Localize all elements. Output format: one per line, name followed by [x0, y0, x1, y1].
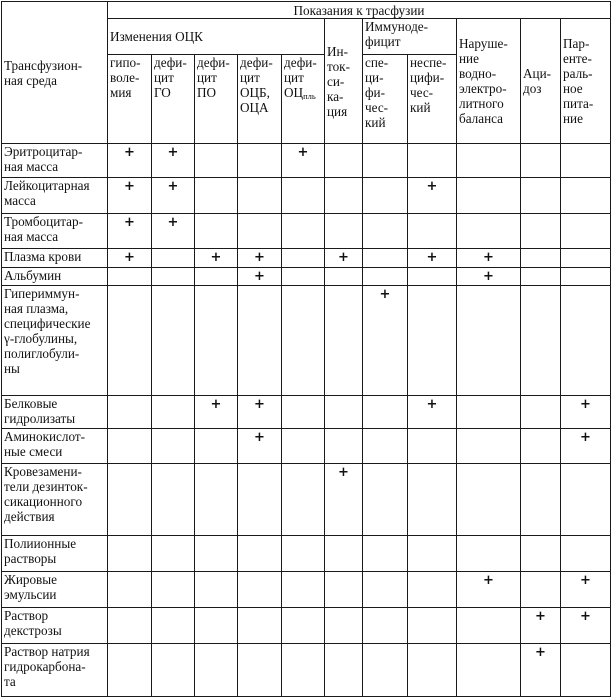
- header-line: водно-: [459, 66, 497, 81]
- cell-water_electrolyte: [457, 249, 521, 268]
- header-line: ОЦА: [240, 100, 269, 115]
- cell-nonspecific: [408, 214, 457, 249]
- plus-mark: +: [379, 287, 391, 302]
- row-name: [2, 572, 108, 608]
- header-line: дефи-: [154, 55, 187, 70]
- header-group-ock: Изменения ОЦК: [108, 19, 325, 55]
- cell-water_electrolyte: [457, 268, 521, 286]
- plus-mark: +: [124, 250, 135, 265]
- row-name-line: сикационного: [4, 494, 83, 509]
- cell-deficit_po: [195, 608, 238, 644]
- header-line: ОЦБ,: [240, 85, 270, 100]
- cell-intoxication: [325, 572, 363, 608]
- cell-specific: [363, 608, 408, 644]
- plus-mark: +: [254, 269, 265, 284]
- header-line: воле-: [110, 70, 140, 85]
- cell-intoxication: [325, 644, 363, 697]
- header-line: кий: [365, 115, 386, 130]
- header-hypovolemia: [108, 55, 152, 144]
- cell-hypovolemia: [108, 464, 152, 536]
- row-name: [2, 396, 108, 429]
- table-row: [2, 429, 611, 464]
- table-row: [2, 268, 611, 286]
- plus-mark: +: [483, 250, 494, 265]
- cell-deficit_go: [152, 144, 195, 178]
- plus-mark: +: [483, 269, 494, 284]
- cell-deficit_ocb: [238, 286, 282, 396]
- cell-water_electrolyte: [457, 572, 521, 608]
- cell-deficit_po: [195, 214, 238, 249]
- cell-parenteral: [561, 214, 611, 249]
- row-name-line: Альбумин: [4, 268, 62, 283]
- cell-specific: [363, 396, 408, 429]
- cell-deficit_ocpl: [282, 464, 325, 536]
- cell-parenteral: [561, 249, 611, 268]
- header-nonspecific: [408, 55, 457, 144]
- plus-mark: +: [580, 609, 591, 624]
- row-name-line: тели дезинток-: [4, 479, 88, 494]
- header-acidosis: [521, 19, 561, 144]
- cell-deficit_ocpl: [282, 396, 325, 429]
- header-line: Аци-: [523, 66, 552, 81]
- header-line: ток-: [327, 58, 350, 74]
- header-line: ПО: [197, 85, 217, 100]
- cell-specific: [363, 572, 408, 608]
- cell-hypovolemia: [108, 214, 152, 249]
- header-line: ци-: [365, 70, 384, 85]
- plus-mark: +: [580, 397, 591, 412]
- cell-intoxication: [325, 396, 363, 429]
- cell-specific: [363, 144, 408, 178]
- cell-acidosis: [521, 572, 561, 608]
- header-line: енте-: [563, 51, 592, 66]
- cell-deficit_go: [152, 464, 195, 536]
- header-line: Наруше-: [459, 36, 508, 51]
- header-line: ние: [563, 111, 583, 126]
- header-line: кий: [410, 100, 431, 115]
- plus-mark: +: [580, 573, 591, 588]
- header-line: цифи-: [410, 70, 445, 85]
- cell-hypovolemia: [108, 536, 152, 572]
- cell-hypovolemia: [108, 608, 152, 644]
- row-name: [2, 429, 108, 464]
- row-name-line: ная масса: [4, 229, 59, 244]
- cell-parenteral: [561, 268, 611, 286]
- table-row: [2, 249, 611, 268]
- row-name: [2, 464, 108, 536]
- cell-deficit_po: [195, 178, 238, 214]
- cell-nonspecific: [408, 644, 457, 697]
- cell-parenteral: [561, 572, 611, 608]
- cell-specific: [363, 268, 408, 286]
- plus-mark: +: [167, 145, 179, 160]
- cell-deficit_po: [195, 464, 238, 536]
- cell-parenteral: [561, 644, 611, 697]
- cell-water_electrolyte: [457, 144, 521, 178]
- header-deficit-ocb: [238, 55, 282, 144]
- table-row: [2, 464, 611, 536]
- cell-specific: [363, 214, 408, 249]
- cell-deficit_ocb: [238, 214, 282, 249]
- row-name-line: гидрокарбона-: [4, 659, 86, 674]
- cell-intoxication: [325, 286, 363, 396]
- cell-water_electrolyte: [457, 608, 521, 644]
- cell-deficit_ocpl: [282, 644, 325, 697]
- cell-water_electrolyte: [457, 178, 521, 214]
- row-name-line: гидролизаты: [4, 411, 76, 426]
- cell-hypovolemia: [108, 286, 152, 396]
- cell-intoxication: [325, 178, 363, 214]
- header-line: Иммуноде-: [365, 19, 429, 34]
- plus-mark: +: [254, 430, 265, 445]
- cell-deficit_go: [152, 572, 195, 608]
- cell-deficit_po: [195, 429, 238, 464]
- row-name-line: ная плазма,: [4, 301, 69, 316]
- plus-mark: +: [167, 179, 179, 194]
- cell-deficit_ocb: [238, 178, 282, 214]
- cell-deficit_ocpl: [282, 536, 325, 572]
- plus-mark: +: [338, 465, 349, 480]
- cell-hypovolemia: [108, 572, 152, 608]
- cell-intoxication: [325, 249, 363, 268]
- row-name-line: Раствор натрия: [4, 644, 90, 659]
- cell-deficit_go: [152, 178, 195, 214]
- row-name-line: γ-глобулины,: [4, 331, 78, 346]
- header-specific: [363, 55, 408, 144]
- row-name-line: специфические: [4, 316, 91, 331]
- row-name: [2, 608, 108, 644]
- row-name: [2, 286, 108, 396]
- cell-intoxication: [325, 144, 363, 178]
- table-row: [2, 644, 611, 697]
- cell-deficit_go: [152, 249, 195, 268]
- cell-parenteral: [561, 286, 611, 396]
- cell-acidosis: [521, 249, 561, 268]
- header-title: Показания к трасфузии: [108, 2, 611, 19]
- cell-deficit_ocb: [238, 268, 282, 286]
- cell-deficit_ocb: [238, 396, 282, 429]
- header-transfusion-medium: [2, 2, 108, 144]
- cell-hypovolemia: [108, 396, 152, 429]
- header-line: спе-: [365, 55, 389, 70]
- cell-parenteral: [561, 144, 611, 178]
- header-water-electrolyte: [457, 19, 521, 144]
- header-line: Трансфузион-: [4, 57, 83, 73]
- cell-hypovolemia: [108, 429, 152, 464]
- row-name-line: эмульсии: [4, 587, 57, 602]
- cell-deficit_ocpl: [282, 144, 325, 178]
- plus-mark: +: [124, 145, 135, 160]
- header-deficit-po: [195, 55, 238, 144]
- cell-nonspecific: [408, 178, 457, 214]
- cell-deficit_ocb: [238, 644, 282, 697]
- plus-mark: +: [338, 250, 349, 265]
- header-deficit-go: [152, 55, 195, 144]
- cell-deficit_po: [195, 268, 238, 286]
- cell-specific: [363, 464, 408, 536]
- header-line: ка-: [327, 88, 344, 104]
- header-line: ное: [563, 81, 583, 96]
- row-name: [2, 178, 108, 214]
- cell-deficit_ocb: [238, 572, 282, 608]
- plus-mark: +: [535, 609, 546, 624]
- ocpl-subscript: пль: [303, 91, 316, 101]
- cell-specific: [363, 644, 408, 697]
- header-line: ние: [459, 51, 479, 66]
- cell-acidosis: [521, 429, 561, 464]
- cell-nonspecific: [408, 536, 457, 572]
- header-line: ГО: [154, 85, 171, 100]
- row-name-line: ная масса: [4, 159, 59, 174]
- row-name-line: действия: [4, 509, 55, 524]
- row-name: [2, 268, 108, 286]
- cell-acidosis: [521, 644, 561, 697]
- row-name-line: ны: [4, 361, 20, 376]
- row-name: [2, 214, 108, 249]
- header-line: дефи-: [197, 55, 230, 70]
- header-parenteral: [561, 19, 611, 144]
- header-line: баланса: [459, 111, 504, 126]
- cell-deficit_go: [152, 214, 195, 249]
- cell-acidosis: [521, 178, 561, 214]
- table-row: [2, 608, 611, 644]
- cell-deficit_ocb: [238, 536, 282, 572]
- cell-deficit_ocpl: [282, 608, 325, 644]
- cell-hypovolemia: [108, 144, 152, 178]
- plus-mark: +: [210, 397, 222, 412]
- table-row: [2, 536, 611, 572]
- header-intoxication: [325, 19, 363, 144]
- cell-parenteral: [561, 536, 611, 572]
- row-name-line: Белковые: [4, 396, 58, 411]
- header-line: гипо-: [110, 55, 141, 70]
- cell-deficit_po: [195, 536, 238, 572]
- row-name-line: Аминокислот-: [4, 429, 86, 444]
- plus-mark: +: [254, 397, 265, 412]
- cell-hypovolemia: [108, 178, 152, 214]
- cell-hypovolemia: [108, 644, 152, 697]
- header-line: [284, 85, 322, 100]
- cell-specific: [363, 536, 408, 572]
- plus-mark: +: [483, 573, 494, 588]
- cell-intoxication: [325, 429, 363, 464]
- header-line: чес-: [365, 100, 389, 115]
- plus-mark: +: [297, 145, 309, 160]
- cell-parenteral: [561, 608, 611, 644]
- cell-nonspecific: [408, 249, 457, 268]
- cell-intoxication: [325, 214, 363, 249]
- cell-deficit_ocpl: [282, 249, 325, 268]
- header-line: цит: [154, 70, 174, 85]
- header-line: Пар-: [563, 36, 590, 51]
- cell-deficit_go: [152, 608, 195, 644]
- cell-deficit_po: [195, 249, 238, 268]
- table-row: [2, 144, 611, 178]
- cell-deficit_go: [152, 644, 195, 697]
- header-line: си-: [327, 73, 345, 89]
- table-row: [2, 178, 611, 214]
- row-name-line: растворы: [4, 551, 57, 566]
- row-name: [2, 644, 108, 697]
- row-name-line: декстрозы: [4, 623, 62, 638]
- cell-nonspecific: [408, 144, 457, 178]
- cell-acidosis: [521, 144, 561, 178]
- header-line: мия: [110, 85, 132, 100]
- header-line: фи-: [365, 85, 385, 100]
- row-name-line: Эритроцитар-: [4, 144, 83, 159]
- header-line: фицит: [365, 34, 401, 49]
- header-line: дефи-: [240, 55, 273, 70]
- row-name-line: Жировые: [4, 572, 58, 587]
- header-line: Ин-: [327, 43, 348, 59]
- cell-acidosis: [521, 286, 561, 396]
- cell-deficit_ocb: [238, 144, 282, 178]
- header-group-immunodeficit: [363, 19, 457, 55]
- cell-deficit_ocb: [238, 249, 282, 268]
- table-row: [2, 396, 611, 429]
- cell-water_electrolyte: [457, 464, 521, 536]
- cell-deficit_ocb: [238, 464, 282, 536]
- cell-intoxication: [325, 268, 363, 286]
- cell-deficit_ocpl: [282, 214, 325, 249]
- header-line: доз: [523, 81, 542, 96]
- cell-deficit_po: [195, 396, 238, 429]
- header-line: пита-: [563, 96, 594, 111]
- plus-mark: +: [580, 430, 591, 445]
- cell-deficit_ocpl: [282, 178, 325, 214]
- cell-deficit_ocb: [238, 608, 282, 644]
- cell-water_electrolyte: [457, 286, 521, 396]
- header-line: чес-: [410, 85, 434, 100]
- header-line: электро-: [459, 81, 507, 96]
- cell-deficit_ocpl: [282, 429, 325, 464]
- cell-acidosis: [521, 396, 561, 429]
- ocpl-main: ОЦ: [284, 85, 304, 100]
- cell-acidosis: [521, 214, 561, 249]
- row-name: [2, 144, 108, 178]
- header-line: цит: [197, 70, 217, 85]
- row-name-line: Плазма крови: [4, 249, 82, 264]
- plus-mark: +: [210, 250, 222, 265]
- cell-water_electrolyte: [457, 644, 521, 697]
- cell-acidosis: [521, 608, 561, 644]
- row-name-line: полиглобули-: [4, 346, 80, 361]
- cell-specific: [363, 286, 408, 396]
- cell-parenteral: [561, 178, 611, 214]
- cell-intoxication: [325, 464, 363, 536]
- cell-deficit_go: [152, 268, 195, 286]
- row-name-line: Лейкоцитарная: [4, 178, 90, 193]
- table-body: [2, 144, 611, 697]
- cell-deficit_po: [195, 572, 238, 608]
- cell-deficit_ocb: [238, 429, 282, 464]
- cell-hypovolemia: [108, 268, 152, 286]
- cell-acidosis: [521, 464, 561, 536]
- cell-deficit_po: [195, 286, 238, 396]
- table-row: [2, 214, 611, 249]
- plus-mark: +: [426, 397, 438, 412]
- row-name-line: Тромбоцитар-: [4, 214, 84, 229]
- row-name-line: масса: [4, 193, 36, 208]
- cell-hypovolemia: [108, 249, 152, 268]
- plus-mark: +: [124, 215, 135, 230]
- cell-deficit_ocpl: [282, 572, 325, 608]
- row-name-line: Раствор: [4, 608, 49, 623]
- cell-water_electrolyte: [457, 536, 521, 572]
- cell-nonspecific: [408, 572, 457, 608]
- cell-intoxication: [325, 536, 363, 572]
- cell-parenteral: [561, 464, 611, 536]
- cell-deficit_go: [152, 429, 195, 464]
- row-name-line: Кровезамени-: [4, 464, 82, 479]
- row-name-line: та: [4, 674, 16, 689]
- cell-parenteral: [561, 429, 611, 464]
- plus-mark: +: [426, 179, 438, 194]
- cell-acidosis: [521, 536, 561, 572]
- header-line: цит: [240, 70, 260, 85]
- header-line: дефи-: [284, 55, 317, 70]
- row-name: [2, 249, 108, 268]
- row-name-line: Полиионные: [4, 536, 77, 551]
- header-line: неспе-: [410, 55, 447, 70]
- plus-mark: +: [535, 645, 546, 660]
- plus-mark: +: [167, 215, 179, 230]
- header-line: литного: [459, 96, 504, 111]
- plus-mark: +: [124, 179, 135, 194]
- cell-parenteral: [561, 396, 611, 429]
- plus-mark: +: [426, 250, 438, 265]
- cell-specific: [363, 249, 408, 268]
- table-row: [2, 286, 611, 396]
- plus-mark: +: [254, 250, 265, 265]
- cell-deficit_go: [152, 536, 195, 572]
- cell-deficit_go: [152, 396, 195, 429]
- cell-specific: [363, 429, 408, 464]
- cell-deficit_go: [152, 286, 195, 396]
- row-name-line: ные смеси: [4, 444, 63, 459]
- cell-nonspecific: [408, 608, 457, 644]
- cell-nonspecific: [408, 429, 457, 464]
- table-row: [2, 572, 611, 608]
- cell-nonspecific: [408, 268, 457, 286]
- cell-nonspecific: [408, 464, 457, 536]
- cell-deficit_ocpl: [282, 268, 325, 286]
- header-line: ция: [327, 103, 348, 119]
- row-name-line: Гипериммун-: [4, 286, 80, 301]
- cell-intoxication: [325, 608, 363, 644]
- transfusion-indications-table: [1, 1, 611, 697]
- row-name: [2, 536, 108, 572]
- cell-specific: [363, 178, 408, 214]
- cell-water_electrolyte: [457, 396, 521, 429]
- header-deficit-ocpl: [282, 55, 325, 144]
- cell-deficit_ocpl: [282, 286, 325, 396]
- cell-water_electrolyte: [457, 429, 521, 464]
- header-line: раль-: [563, 66, 593, 81]
- header-line: цит: [284, 70, 304, 85]
- cell-water_electrolyte: [457, 214, 521, 249]
- cell-deficit_po: [195, 644, 238, 697]
- cell-nonspecific: [408, 286, 457, 396]
- cell-nonspecific: [408, 396, 457, 429]
- header-line: ная среда: [4, 72, 57, 88]
- cell-deficit_po: [195, 144, 238, 178]
- cell-acidosis: [521, 268, 561, 286]
